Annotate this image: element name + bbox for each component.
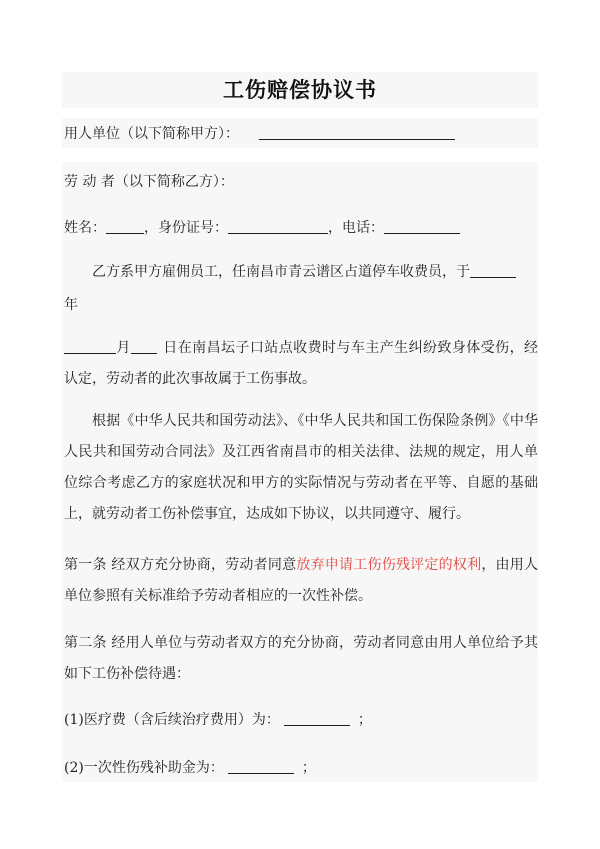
intro-line-2	[64, 295, 540, 315]
disability-subsidy-blank[interactable]	[228, 758, 294, 774]
employer-line	[64, 124, 540, 144]
day-blank[interactable]	[131, 338, 157, 354]
worker-label: 劳 动 者（以下简称乙方）：	[64, 174, 234, 190]
intro-part2: 日在南昌坛子口站点收费时与车主产生纠纷致身体受伤，经认定，劳动者的此次事故属于工伤事故。	[64, 340, 539, 387]
intro-line-1	[92, 262, 568, 282]
id-number-blank[interactable]	[228, 218, 328, 234]
intro-year: 年	[64, 297, 78, 313]
worker-line	[64, 172, 540, 192]
intro-part1: 乙方系甲方雇佣员工，任南昌市青云谱区占道停车收费员，于	[92, 264, 470, 280]
phone-blank[interactable]	[384, 218, 460, 234]
legal-basis-paragraph: 根据《中华人民共和国劳动法》、《中华人民共和国工伤保险条例》《中华人民共和国劳动合同法》及江西省南昌市的相关法律、法规的规定，用人单位综合考虑乙方的家庭状况和甲方的实际情况与劳动者在平等、自愿的基础上，就劳动者工伤补偿事宜，达成如下协议，以共同遵守、履行。	[64, 413, 538, 522]
article-1	[64, 550, 538, 612]
month-blank[interactable]	[64, 338, 116, 354]
name-label: 姓名：	[64, 220, 106, 236]
article1-highlight: 放弃申请工伤伤残评定的权利	[296, 557, 482, 573]
personal-info-line	[64, 218, 540, 238]
item1-end: ；	[357, 712, 372, 728]
item2-end: ；	[301, 760, 316, 776]
item2-label: (2)一次性伤残补助金为：	[64, 760, 224, 776]
medical-fee-blank[interactable]	[284, 710, 350, 726]
date-blank[interactable]	[470, 262, 516, 278]
article1-part1: 第一条 经双方充分协商，劳动者同意	[64, 557, 297, 573]
article1-part2: ，由用人单位参照有关标准给予劳动者相应的一次性补偿。	[64, 557, 539, 604]
id-label: ，身份证号：	[144, 220, 228, 236]
document-title: 工伤赔偿协议书	[223, 77, 377, 102]
item-1-line	[64, 710, 540, 730]
employer-blank[interactable]	[259, 124, 455, 140]
name-blank[interactable]	[106, 218, 144, 234]
item1-label: (1)医疗费（含后续治疗费用）为：	[64, 712, 280, 728]
employer-label: 用人单位（以下简称甲方）：	[64, 126, 239, 142]
article-2: 第二条 经用人单位与劳动者双方的充分协商，劳动者同意由用人单位给予其如下工伤补偿待遇：	[64, 635, 538, 682]
item-2-line	[64, 758, 540, 778]
phone-label: ，电话：	[328, 220, 384, 236]
intro-paragraph	[64, 333, 538, 395]
intro-month: 月	[116, 340, 131, 356]
